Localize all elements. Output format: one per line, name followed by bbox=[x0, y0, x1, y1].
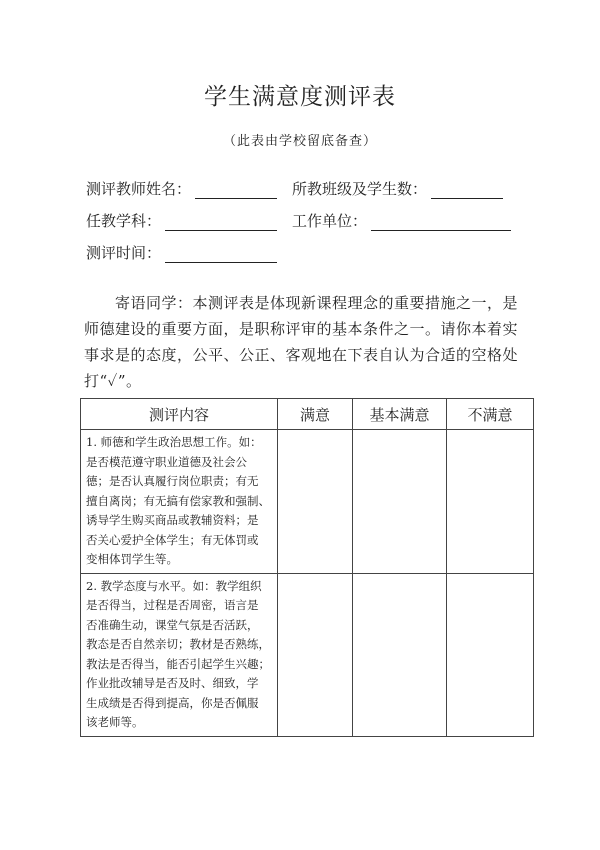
desc-line: 2. 教学态度与水平。如：教学组织 bbox=[86, 578, 262, 593]
unsatisfied-cell[interactable] bbox=[447, 573, 534, 736]
intro-line: 寄语同学：本测评表是体现新课程理念的重要措施之一，是 bbox=[84, 294, 519, 312]
subject-label: 任教学科： bbox=[86, 212, 162, 230]
row-description bbox=[81, 573, 278, 736]
table-row bbox=[81, 430, 534, 574]
page-title: 学生满意度测评表 bbox=[204, 84, 396, 110]
header-satisfied: 满意 bbox=[278, 399, 353, 430]
workplace-blank[interactable] bbox=[371, 214, 511, 231]
intro-line: 打“✓”。 bbox=[84, 372, 142, 390]
workplace-label: 工作单位： bbox=[292, 212, 368, 230]
workplace-field bbox=[292, 210, 511, 231]
teacher-name-blank[interactable] bbox=[195, 182, 277, 199]
table-row bbox=[81, 573, 534, 736]
desc-line: 生成绩是否得到提高，你是否佩服 bbox=[86, 695, 259, 710]
class-count-field bbox=[292, 178, 503, 199]
desc-line: 擅自离岗；有无搞有偿家教和强制、 bbox=[86, 493, 270, 508]
satisfied-cell[interactable] bbox=[278, 430, 353, 574]
desc-line: 教法是否得当，能否引起学生兴趣； bbox=[86, 656, 270, 671]
header-content: 测评内容 bbox=[81, 399, 278, 430]
desc-line: 教态是否自然亲切；教材是否熟练， bbox=[86, 637, 270, 651]
header-unsatisfied: 不满意 bbox=[447, 399, 534, 430]
time-label: 测评时间： bbox=[86, 244, 162, 262]
desc-line: 诱导学生购买商品或教辅资料；是 bbox=[86, 513, 259, 527]
header-basically-satisfied: 基本满意 bbox=[353, 399, 447, 430]
teacher-name-label: 测评教师姓名： bbox=[86, 180, 192, 198]
satisfied-cell[interactable] bbox=[278, 573, 353, 736]
evaluation-table bbox=[80, 398, 534, 737]
teacher-name-field bbox=[86, 178, 277, 199]
desc-line: 该老师等。 bbox=[86, 715, 144, 729]
desc-line: 是否得当，过程是否周密，语言是 bbox=[86, 598, 259, 612]
desc-line: 否关心爱护全体学生；有无体罚或 bbox=[86, 532, 259, 547]
intro-line: 事求是的态度，公平、公正、客观地在下表自认为合适的空格处 bbox=[84, 346, 519, 364]
desc-line: 变相体罚学生等。 bbox=[86, 552, 178, 566]
basically-satisfied-cell[interactable] bbox=[353, 430, 447, 574]
class-count-label: 所教班级及学生数： bbox=[292, 180, 428, 198]
intro-line: 师德建设的重要方面，是职称评审的基本条件之一。请你本着实 bbox=[84, 320, 519, 338]
desc-line: 否准确生动，课堂气氛是否活跃， bbox=[86, 617, 259, 632]
unsatisfied-cell[interactable] bbox=[447, 430, 534, 574]
basically-satisfied-cell[interactable] bbox=[353, 573, 447, 736]
intro-paragraph bbox=[84, 290, 524, 394]
table-header-row bbox=[81, 399, 534, 430]
desc-line: 作业批改辅导是否及时、细致，学 bbox=[86, 676, 259, 690]
class-count-blank[interactable] bbox=[431, 182, 503, 199]
time-blank[interactable] bbox=[165, 246, 277, 263]
time-field bbox=[86, 242, 277, 263]
row-description bbox=[81, 430, 278, 574]
desc-line: 1. 师德和学生政治思想工作。如： bbox=[86, 435, 262, 449]
subject-field bbox=[86, 210, 277, 231]
page-subtitle: （此表由学校留底备查） bbox=[222, 134, 377, 149]
desc-line: 是否模范遵守职业道德及社会公 bbox=[86, 454, 247, 469]
desc-line: 德；是否认真履行岗位职责；有无 bbox=[86, 474, 259, 488]
subject-blank[interactable] bbox=[165, 214, 277, 231]
